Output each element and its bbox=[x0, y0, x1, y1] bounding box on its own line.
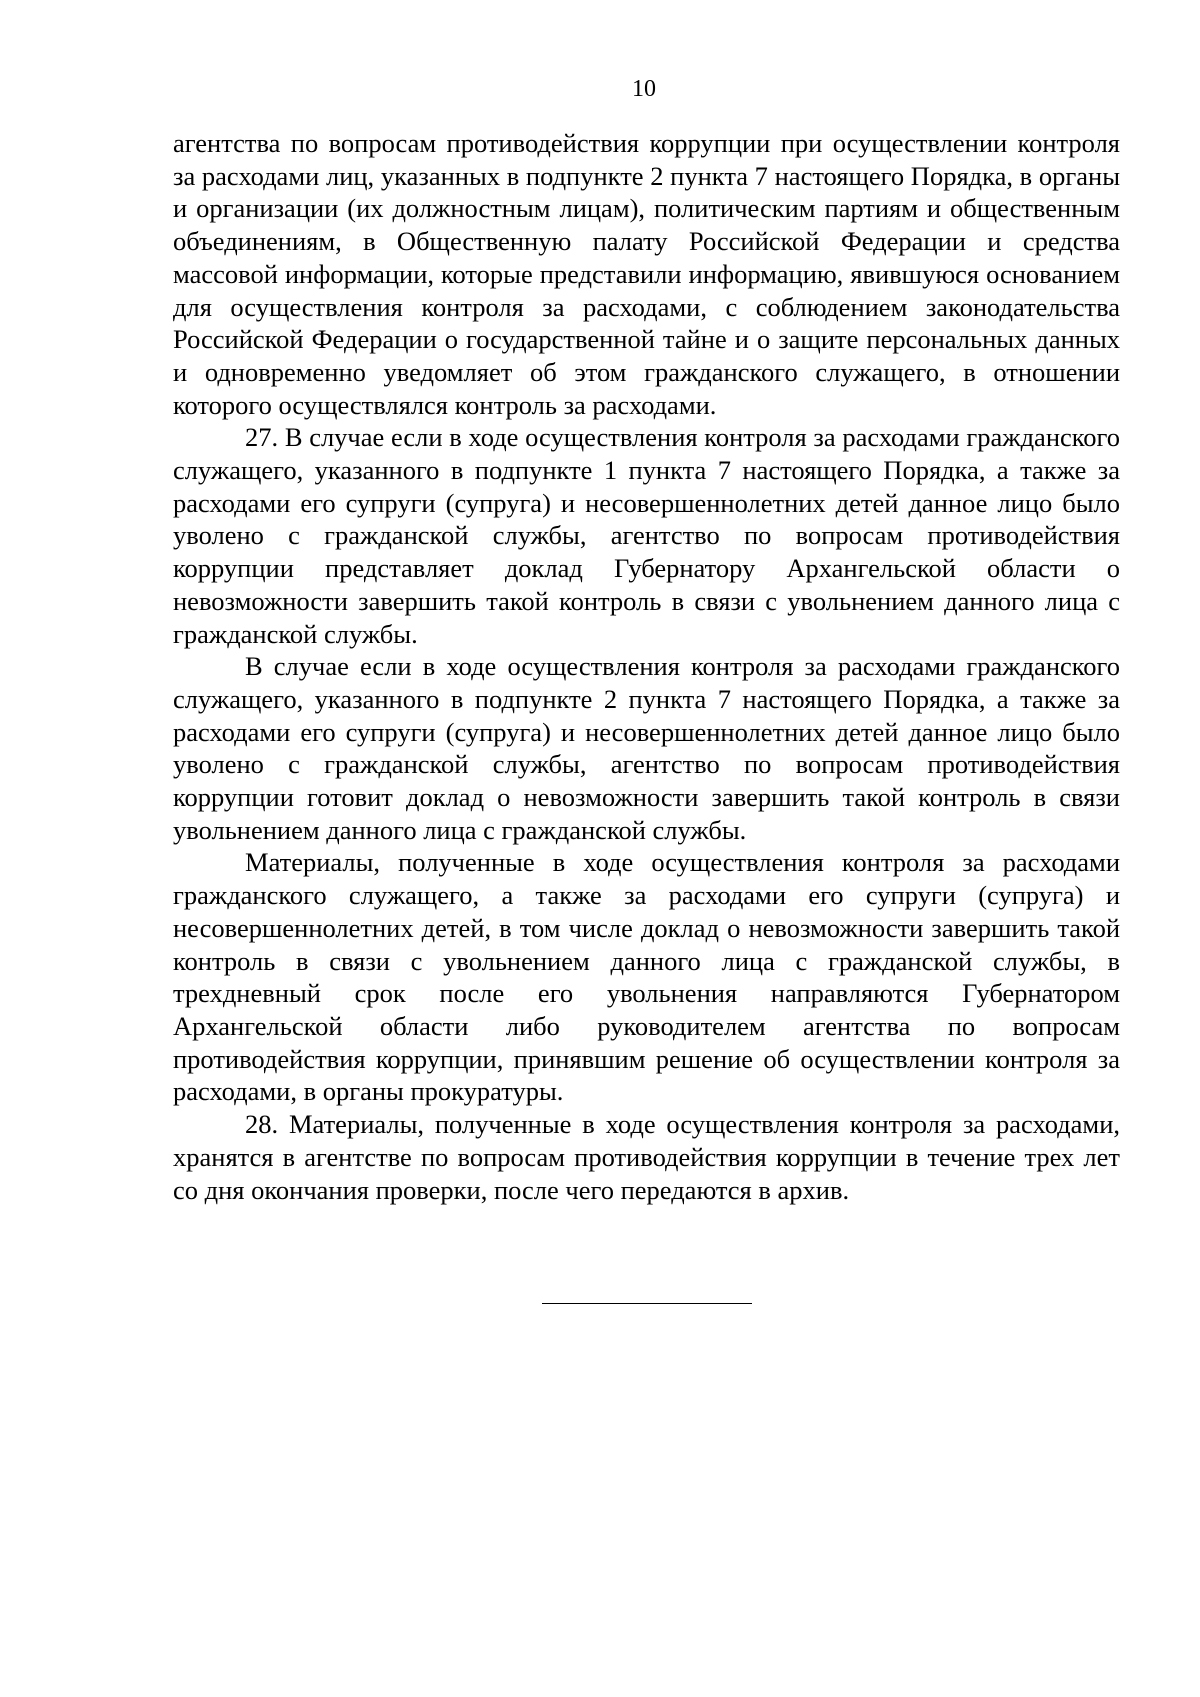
paragraph-continuation: агентства по вопросам противодействия коррупции при осуществлении контроля за расходами лиц, указанных в подпункте 2 пункта 7 настоящего Порядка, в органы и организации (их должностным лицам), политическим партиям и общественным объединениям, в Общественную палату Российской Федерации и средства массовой информации, которые представили информацию, явившуюся основанием для осуществления контроля за расходами, с соблюдением законодательства Российской Федерации о государственной тайне и о защите персональных данных и одновременно уведомляет об этом гражданского служащего, в отношении которого осуществлялся контроль за расходами. bbox=[173, 128, 1120, 420]
paragraph-item-27-third: Материалы, полученные в ходе осуществления контроля за расходами гражданского служащего, а также за расходами его супруги (супруга) и несовершеннолетних детей, в том числе доклад о невозможности завершить такой контроль в связи с увольнением данного лица с гражданской службы, в трехдневный срок после его увольнения направляются Губернатором Архангельской области либо руководителем агентства по вопросам противодействия коррупции, принявшим решение об осуществлении контроля за расходами, в органы прокуратуры. bbox=[173, 847, 1120, 1107]
paragraph-item-27-second: В случае если в ходе осуществления контроля за расходами гражданского служащего, указанного в подпункте 2 пункта 7 настоящего Порядка, а также за расходами его супруги (супруга) и несовершеннолетних детей данное лицо было уволено с гражданской службы, агентство по вопросам противодействия коррупции готовит доклад о невозможности завершить такой контроль в связи увольнением данного лица с гражданской службы. bbox=[173, 651, 1120, 845]
end-of-document-rule bbox=[542, 1303, 752, 1304]
page-number: 10 bbox=[632, 76, 656, 102]
paragraph-item-27: 27. В случае если в ходе осуществления контроля за расходами гражданского служащего, указанного в подпункте 1 пункта 7 настоящего Порядка, а также за расходами его супруги (супруга) и несовершеннолетних детей данное лицо было уволено с гражданской службы, агентство по вопросам противодействия коррупции представляет доклад Губернатору Архангельской области о невозможности завершить такой контроль в связи с увольнением данного лица с гражданской службы. bbox=[173, 422, 1120, 649]
paragraph-item-28: 28. Материалы, полученные в ходе осуществления контроля за расходами, хранятся в агентстве по вопросам противодействия коррупции в течение трех лет со дня окончания проверки, после чего передаются в архив. bbox=[173, 1109, 1120, 1205]
document-body bbox=[173, 127, 1120, 1206]
